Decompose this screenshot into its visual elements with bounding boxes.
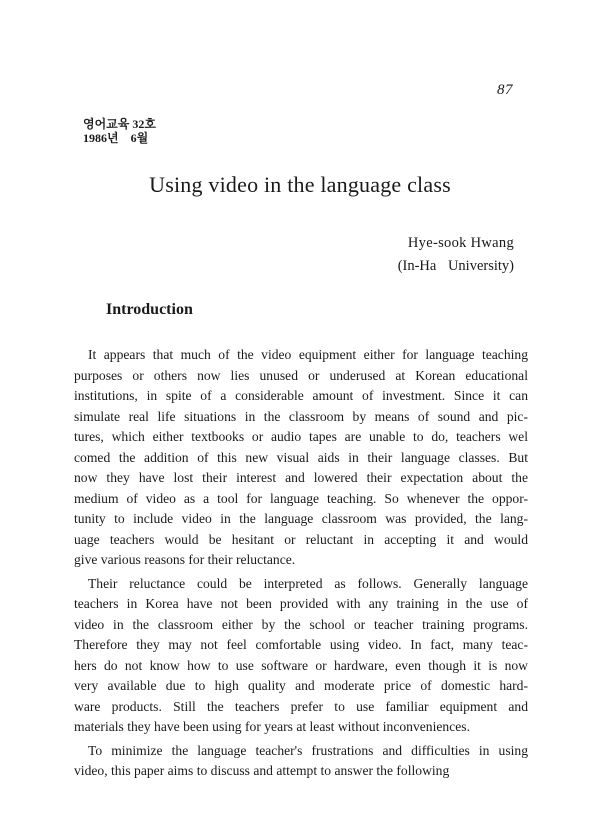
paragraph-line: comed the addition of this new visual aids in their language classes. But bbox=[74, 449, 528, 465]
paragraph-line: video in the classroom either by the school or teacher training programs. bbox=[74, 616, 528, 632]
paragraph-line: purposes or others now lies unused or underused at Korean educational bbox=[74, 367, 528, 383]
paragraph-line: medium of video as a tool for language teaching. So whenever the oppor- bbox=[74, 490, 528, 506]
paragraph-line: materials they have been using for years at least without inconveniences. bbox=[74, 719, 470, 734]
paragraph bbox=[74, 345, 528, 571]
paragraph bbox=[74, 574, 528, 738]
paragraph-line: now they have lost their interest and lowered their expectation about the bbox=[74, 470, 528, 485]
journal-issue: 영어교육 32호 bbox=[83, 117, 156, 131]
journal-date: 1986년 6월 bbox=[83, 131, 149, 145]
paragraph bbox=[74, 741, 528, 782]
paragraph-line: video, this paper aims to discuss and attempt to answer the following bbox=[74, 763, 450, 778]
paragraph-line: simulate real life situations in the classroom by means of sound and pic- bbox=[74, 408, 528, 424]
paragraph-line: ware products. Still the teachers prefer to use familiar equipment and bbox=[74, 698, 528, 714]
paragraph-line: tunity to include video in the language classroom was provided, the lang- bbox=[74, 511, 528, 526]
paragraph-line: hers do not know how to use software or hardware, even though it is now bbox=[74, 657, 528, 673]
paragraph-line: institutions, in spite of a considerable amount of investment. Since it can bbox=[74, 388, 528, 403]
paragraph-line: Therefore they may not feel comfortable using video. In fact, many teac- bbox=[74, 637, 528, 652]
paragraph-line: give various reasons for their reluctance. bbox=[74, 552, 296, 567]
paper-title: Using video in the language class bbox=[149, 172, 451, 197]
author-block bbox=[398, 232, 514, 278]
section-heading: Introduction bbox=[106, 301, 193, 318]
journal-info bbox=[83, 117, 156, 145]
body-text bbox=[74, 345, 528, 785]
paragraph-line: very available due to high quality and moderate price of domestic hard- bbox=[74, 678, 528, 693]
author-name: Hye-sook Hwang bbox=[407, 235, 514, 251]
paragraph-line: tures, which either textbooks or audio tapes are unable to do, teachers wel bbox=[74, 429, 528, 444]
paragraph-line: teachers in Korea have not been provided with any training in the use of bbox=[74, 596, 528, 611]
page-number: 87 bbox=[497, 82, 513, 98]
paragraph-line: To minimize the language teacher's frustrations and difficulties in using bbox=[88, 742, 528, 758]
paragraph-line: uage teachers would be hesitant or reluctant in accepting it and would bbox=[74, 531, 528, 547]
author-affiliation: (In-Ha University) bbox=[397, 258, 514, 274]
paragraph-line: Their reluctance could be interpreted as follows. Generally language bbox=[88, 575, 528, 591]
paragraph-line: It appears that much of the video equipment either for language teaching bbox=[88, 347, 528, 362]
